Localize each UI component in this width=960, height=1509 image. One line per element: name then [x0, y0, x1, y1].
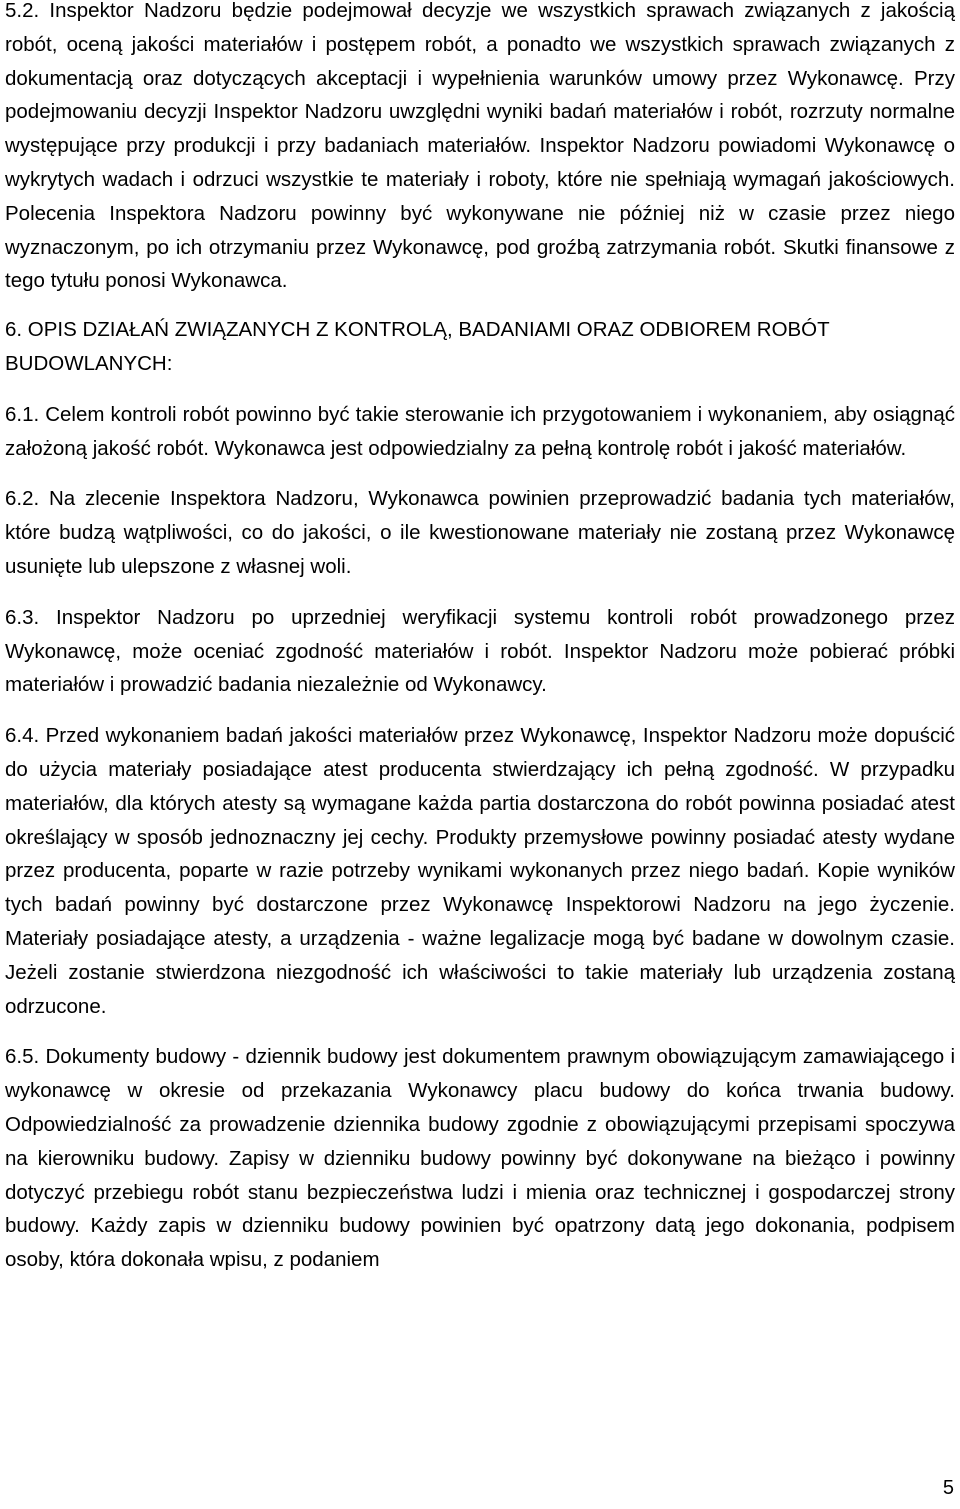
paragraph-6-2: 6.2. Na zlecenie Inspektora Nadzoru, Wykonawca powinien przeprowadzić badania tych materiałów, które budzą wątpliwości, co do jakości, o ile kwestionowane materiały nie zostaną przez Wykonawcę usunięte lub ulepszone z własnej woli.: [5, 487, 955, 578]
section-heading-6: 6. OPIS DZIAŁAŃ ZWIĄZANYCH Z KONTROLĄ, BADANIAMI ORAZ ODBIOREM ROBÓT BUDOWLANYCH:: [5, 318, 830, 375]
paragraph-5-2: 5.2. Inspektor Nadzoru będzie podejmował decyzje we wszystkich sprawach związanych z jakością robót, oceną jakości materiałów i postępem robót, a ponadto we wszystkich sprawach związanych z dokumentacją oraz dotyczących akceptacji i wypełnienia warunków umowy przez Wykonawcę. Przy podejmowaniu decyzji Inspektor Nadzoru uwzględni wyniki badań materiałów i robót, rozrzuty normalne występujące przy produkcji i przy badaniach materiałów. Inspektor Nadzoru powiadomi Wykonawcę o wykrytych wadach i odrzuci wszystkie te materiały i roboty, które nie spełniają wymagań jakościowych. Polecenia Inspektora Nadzoru powinny być wykonywane nie później niż w czasie przez niego wyznaczonym, po ich otrzymaniu przez Wykonawcę, pod groźbą zatrzymania robót. Skutki finansowe z tego tytułu ponosi Wykonawca.: [5, 0, 955, 293]
paragraph-6-5: 6.5. Dokumenty budowy - dziennik budowy jest dokumentem prawnym obowiązującym zamawiającego i wykonawcę w okresie od przekazania Wykonawcy placu budowy do końca trwania budowy. Odpowiedzialność za prowadzenie dziennika budowy zgodnie z obowiązującymi przepisami spoczywa na kierowniku budowy. Zapisy w dzienniku budowy powinny być dokonywane na bieżąco i powinny dotyczyć przebiegu robót stanu bezpieczeństwa ludzi i mienia oraz technicznej i gospodarczej strony budowy. Każdy zapis w dzienniku budowy powinien być opatrzony datą jego dokonania, podpisem osoby, która dokonała wpisu, z podaniem: [5, 1045, 955, 1272]
paragraph-6-1: 6.1. Celem kontroli robót powinno być takie sterowanie ich przygotowaniem i wykonaniem, aby osiągnąć założoną jakość robót. Wykonawca jest odpowiedzialny za pełną kontrolę robót i jakość materiałów.: [5, 402, 955, 460]
paragraph-6-4: 6.4. Przed wykonaniem badań jakości materiałów przez Wykonawcę, Inspektor Nadzoru może dopuścić do użycia materiały posiadające atest producenta stwierdzający ich pełną zgodność. W przypadku materiałów, dla których atesty są wymagane każda partia dostarczona do robót powinna posiadać atest określający w sposób jednoznaczny jej cechy. Produkty przemysłowe powinny posiadać atesty wydane przez producenta, poparte w razie potrzeby wynikami wykonanych przez niego badań. Kopie wyników tych badań powinny być dostarczone przez Wykonawcę Inspektorowi Nadzoru na jego życzenie. Materiały posiadające atesty, a urządzenia - ważne legalizacje mogą być badane w dowolnym czasie. Jeżeli zostanie stwierdzona niezgodność ich właściwości to takie materiały lub urządzenia zostaną odrzucone.: [5, 724, 955, 1018]
page-number: 5: [942, 1477, 954, 1499]
paragraph-6-3: 6.3. Inspektor Nadzoru po uprzedniej weryfikacji systemu kontroli robót prowadzonego przez Wykonawcę, może oceniać zgodność materiałów i robót. Inspektor Nadzoru może pobierać próbki materiałów i prowadzić badania niezależnie od Wykonawcy.: [5, 605, 955, 697]
document-page: [5, 0, 955, 1277]
